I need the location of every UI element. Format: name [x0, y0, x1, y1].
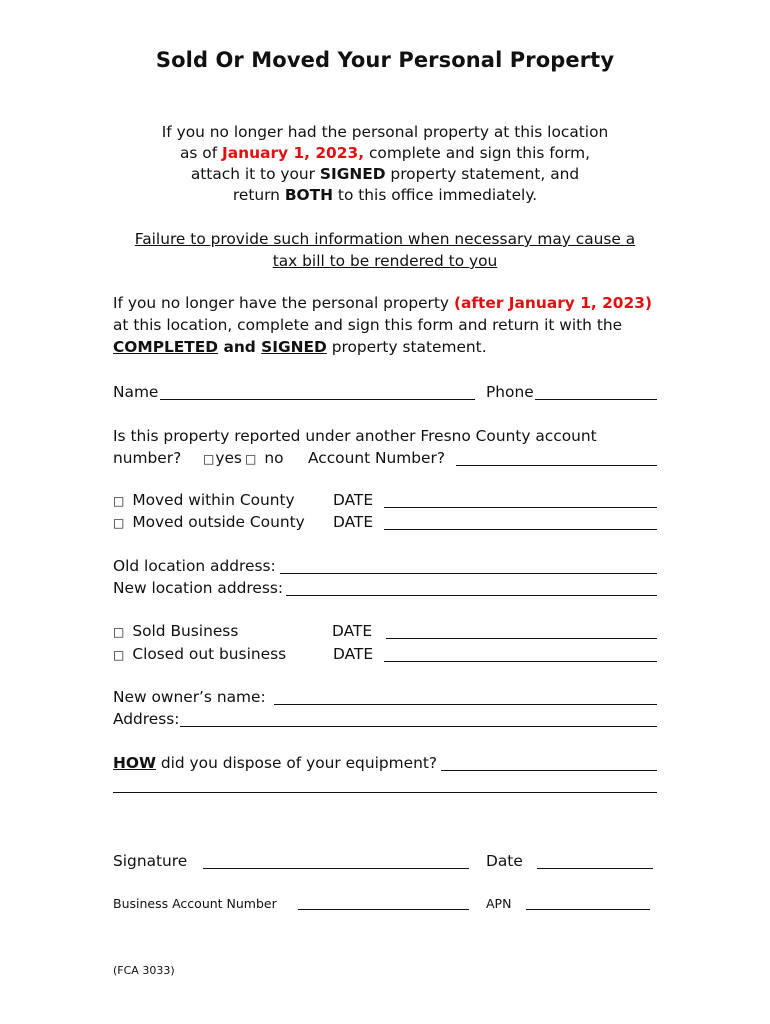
intro-text: to this office immediately.	[333, 186, 538, 204]
warning-text	[0, 228, 770, 272]
moved-outside-checkbox[interactable]: □	[113, 516, 125, 530]
account-number-label: Account Number?	[308, 449, 446, 467]
intro-text: return	[232, 186, 285, 204]
dispose-field[interactable]	[441, 770, 657, 771]
how-word: HOW	[113, 754, 156, 772]
moved-within-date-label: DATE	[333, 491, 374, 509]
signature-field[interactable]	[203, 868, 469, 869]
moved-outside-date-field[interactable]	[384, 529, 657, 530]
phone-field[interactable]	[535, 399, 657, 400]
phone-label: Phone	[486, 383, 534, 401]
closed-business-label: Closed out business	[132, 645, 287, 663]
apn-field[interactable]	[526, 909, 650, 910]
intro-both: BOTH	[284, 186, 334, 204]
owner-address-field[interactable]	[180, 726, 657, 727]
moved-within-label: Moved within County	[132, 491, 295, 509]
intro-signed: SIGNED	[319, 165, 386, 183]
form-code: (FCA 3033)	[113, 964, 175, 977]
reported-question-line-2: number?	[113, 449, 182, 467]
after-line-1	[113, 292, 713, 314]
and-word: and	[218, 338, 262, 356]
closed-business-date-label: DATE	[333, 645, 374, 663]
sold-business-checkbox[interactable]: □	[113, 625, 125, 639]
yes-checkbox[interactable]: □	[203, 452, 215, 466]
apn-label: APN	[486, 896, 512, 911]
dispose-question-text: did you dispose of your equipment?	[155, 754, 438, 772]
intro-line-4	[0, 185, 770, 206]
signature-date-field[interactable]	[537, 868, 653, 869]
intro-line-3	[0, 164, 770, 185]
warning-line-1: Failure to provide such information when necessary may cause a	[134, 230, 636, 248]
dispose-field-continued[interactable]	[113, 792, 657, 793]
business-account-label: Business Account Number	[113, 896, 277, 911]
new-owner-field[interactable]	[274, 704, 657, 705]
intro-paragraph	[0, 122, 770, 206]
no-option[interactable]	[245, 447, 284, 470]
after-date: (after January 1, 2023)	[453, 294, 652, 312]
moved-outside-option[interactable]	[113, 511, 305, 534]
sold-business-label: Sold Business	[132, 622, 239, 640]
moved-within-option[interactable]	[113, 489, 295, 512]
name-field[interactable]	[160, 399, 475, 400]
sold-business-option[interactable]	[113, 620, 238, 643]
intro-text: attach it to your	[190, 165, 320, 183]
moved-outside-date-label: DATE	[333, 513, 374, 531]
closed-business-option[interactable]	[113, 643, 286, 666]
intro-text: property statement, and	[385, 165, 580, 183]
moved-within-date-field[interactable]	[384, 507, 657, 508]
intro-line-1: If you no longer had the personal property at this location	[161, 123, 609, 141]
closed-business-checkbox[interactable]: □	[113, 648, 125, 662]
yes-label: yes	[215, 449, 242, 467]
after-text: If you no longer have the personal property	[113, 294, 454, 312]
new-owner-label: New owner’s name:	[113, 688, 266, 706]
intro-text: complete and sign this form,	[364, 144, 591, 162]
moved-within-checkbox[interactable]: □	[113, 494, 125, 508]
sold-business-date-field[interactable]	[386, 638, 657, 639]
intro-date: January 1, 2023,	[222, 144, 365, 162]
dispose-question	[113, 752, 437, 774]
signature-date-label: Date	[486, 852, 523, 870]
warning-line-2: tax bill to be rendered to you	[272, 252, 498, 270]
name-label: Name	[113, 383, 159, 401]
old-address-field[interactable]	[280, 573, 657, 574]
new-address-label: New location address:	[113, 579, 284, 597]
completed-word: COMPLETED	[113, 338, 219, 356]
after-line-2: at this location, complete and sign this form and return it with the	[113, 316, 623, 334]
business-account-field[interactable]	[298, 909, 469, 910]
old-address-label: Old location address:	[113, 557, 276, 575]
closed-business-date-field[interactable]	[384, 661, 657, 662]
signed-word: SIGNED	[261, 338, 327, 356]
no-checkbox[interactable]: □	[245, 452, 257, 466]
sold-business-date-label: DATE	[332, 622, 373, 640]
signature-label: Signature	[113, 852, 188, 870]
after-paragraph	[113, 292, 713, 358]
intro-line-2	[0, 143, 770, 164]
moved-outside-label: Moved outside County	[132, 513, 305, 531]
no-label: no	[264, 449, 284, 467]
reported-question-line-1: Is this property reported under another Fresno County account	[113, 427, 597, 445]
new-address-field[interactable]	[286, 595, 657, 596]
owner-address-label: Address:	[113, 710, 180, 728]
account-number-field[interactable]	[456, 465, 657, 466]
after-text: property statement.	[326, 338, 487, 356]
yes-option[interactable]	[203, 447, 242, 470]
after-line-3	[113, 336, 713, 358]
intro-text: as of	[179, 144, 223, 162]
page-title: Sold Or Moved Your Personal Property	[155, 48, 615, 72]
